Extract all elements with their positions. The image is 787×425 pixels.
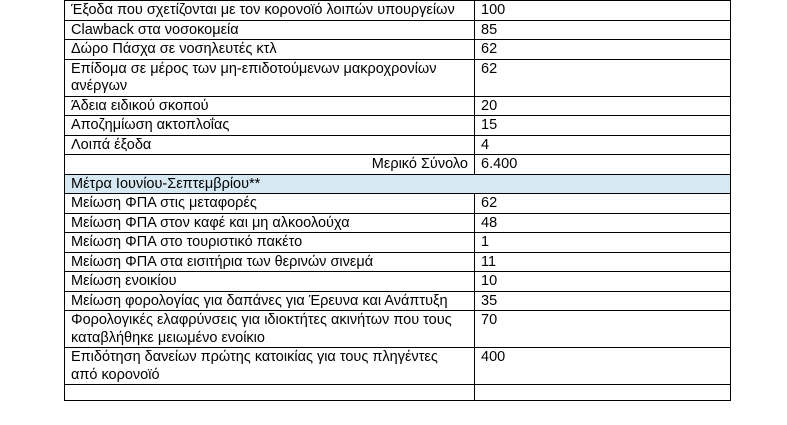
subtotal-label: Μερικό Σύνολο xyxy=(65,155,475,175)
table-row xyxy=(65,40,731,60)
table-row xyxy=(65,291,731,311)
measure-value: 15 xyxy=(475,116,731,136)
section-title: Μέτρα Ιουνίου-Σεπτεμβρίου** xyxy=(65,174,731,194)
table-row xyxy=(65,194,731,214)
measure-value: 48 xyxy=(475,213,731,233)
measure-value: 85 xyxy=(475,20,731,40)
subtotal-value: 6.400 xyxy=(475,155,731,175)
table-row xyxy=(65,59,731,96)
measure-label: Έξοδα που σχετίζονται με τον κορονοϊό λοιπών υπουργείων xyxy=(65,1,475,21)
measure-label: Άδεια ειδικού σκοπού xyxy=(65,96,475,116)
measure-value: 62 xyxy=(475,194,731,214)
measure-label: Μείωση ΦΠΑ στο τουριστικό πακέτο xyxy=(65,233,475,253)
table-row xyxy=(65,20,731,40)
table-row xyxy=(65,116,731,136)
table-row xyxy=(65,348,731,385)
measure-label: Μείωση ΦΠΑ στα εισιτήρια των θερινών σινεμά xyxy=(65,252,475,272)
table-row xyxy=(65,96,731,116)
measure-value: 35 xyxy=(475,291,731,311)
table-row xyxy=(65,385,731,401)
measure-value: 400 xyxy=(475,348,731,385)
subtotal-row xyxy=(65,155,731,175)
table-row xyxy=(65,135,731,155)
measure-label: Μείωση ενοικίου xyxy=(65,272,475,292)
measure-label: Λοιπά έξοδα xyxy=(65,135,475,155)
measure-value: 11 xyxy=(475,252,731,272)
measure-label: Επίδομα σε μέρος των μη-επιδοτούμενων μακροχρονίων ανέργων xyxy=(65,59,475,96)
measure-label xyxy=(65,385,475,401)
measure-value: 100 xyxy=(475,1,731,21)
measure-value: 20 xyxy=(475,96,731,116)
measure-value: 70 xyxy=(475,311,731,348)
table-row xyxy=(65,1,731,21)
measure-label: Επιδότηση δανείων πρώτης κατοικίας για τους πληγέντες από κορονοϊό xyxy=(65,348,475,385)
measure-label: Αποζημίωση ακτοπλοΐας xyxy=(65,116,475,136)
table-body xyxy=(65,0,731,401)
measure-value: 10 xyxy=(475,272,731,292)
measure-label: Clawback στα νοσοκομεία xyxy=(65,20,475,40)
table-row xyxy=(65,272,731,292)
measure-label: Μείωση φορολογίας για δαπάνες για Έρευνα και Ανάπτυξη xyxy=(65,291,475,311)
table-row xyxy=(65,213,731,233)
measure-value: 62 xyxy=(475,40,731,60)
measure-value: 62 xyxy=(475,59,731,96)
measure-value: 4 xyxy=(475,135,731,155)
table-row xyxy=(65,233,731,253)
measure-label: Μείωση ΦΠΑ στις μεταφορές xyxy=(65,194,475,214)
measure-value: 1 xyxy=(475,233,731,253)
measure-label: Δώρο Πάσχα σε νοσηλευτές κτλ xyxy=(65,40,475,60)
measure-label: Φορολογικές ελαφρύνσεις για ιδιοκτήτες ακινήτων που τους καταβλήθηκε μειωμένο ενοίκιο xyxy=(65,311,475,348)
table-row xyxy=(65,252,731,272)
measure-value xyxy=(475,385,731,401)
section-header-row xyxy=(65,174,731,194)
budget-measures-table xyxy=(64,0,731,401)
measure-label: Μείωση ΦΠΑ στον καφέ και μη αλκοολούχα xyxy=(65,213,475,233)
table-row xyxy=(65,311,731,348)
